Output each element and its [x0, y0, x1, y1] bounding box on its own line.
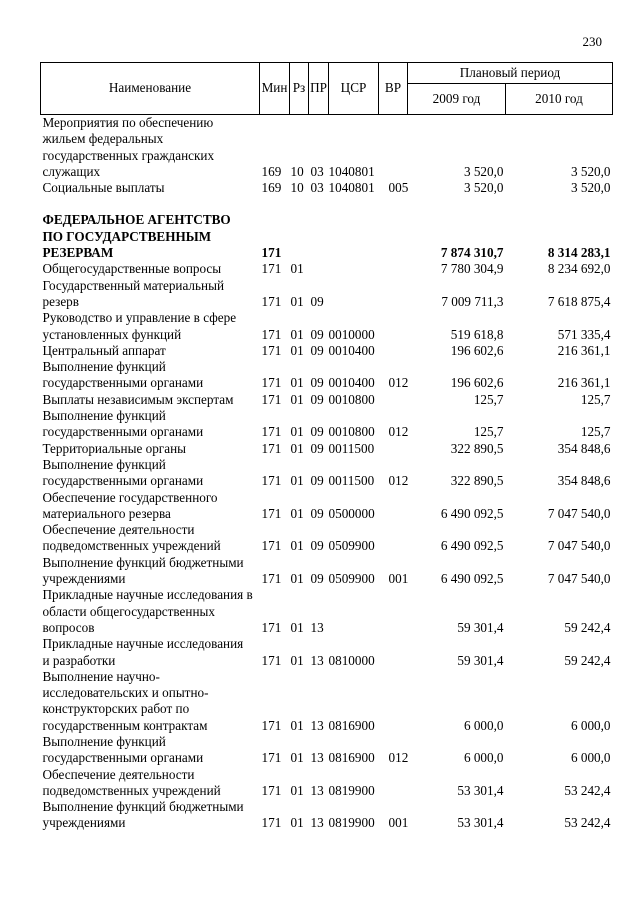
cell-pr	[309, 261, 329, 277]
table-row	[41, 212, 613, 261]
header-name: Наименование	[41, 63, 260, 115]
table-row	[41, 441, 613, 457]
cell-csr	[329, 587, 379, 636]
cell-pr: 09	[310, 391, 324, 407]
cell-2010: 125,7	[580, 424, 611, 440]
budget-table	[40, 62, 613, 832]
cell-2009: 7 780 304,9	[440, 261, 504, 277]
cell-vr	[379, 212, 408, 261]
cell-2009: 59 301,4	[457, 619, 504, 635]
cell-vr	[379, 669, 408, 734]
cell-pr: 13	[310, 619, 324, 635]
cell-name: Выполнение функций государственными органами	[42, 733, 204, 766]
cell-rz: 01	[290, 505, 304, 521]
cell-min: 171	[261, 326, 282, 342]
cell-2009: 6 490 092,5	[440, 505, 504, 521]
cell-vr	[379, 767, 408, 800]
cell-rz: 01	[290, 750, 304, 766]
cell-vr	[379, 261, 408, 277]
cell-name: Прикладные научные исследования в области общегосударственных вопросов	[42, 587, 253, 635]
cell-name: Обеспечение деятельности подведомственных учреждений	[42, 522, 221, 554]
cell-2009: 125,7	[473, 424, 504, 440]
cell-name: Выполнение функций государственными органами	[42, 408, 204, 440]
spacer-row	[41, 196, 613, 212]
cell-rz: 01	[290, 473, 304, 489]
cell-pr: 09	[310, 473, 324, 489]
table-row	[41, 392, 613, 408]
header-vr: ВР	[379, 63, 408, 115]
cell-2009: 6 490 092,5	[440, 538, 504, 554]
cell-min: 171	[261, 717, 282, 733]
cell-name: Выполнение функций государственными органами	[42, 359, 204, 391]
cell-min: 169	[261, 163, 282, 179]
table-body	[41, 115, 613, 832]
cell-pr: 13	[310, 782, 324, 798]
cell-pr: 09	[310, 505, 324, 521]
cell-vr	[379, 343, 408, 359]
cell-2009: 53 301,4	[457, 782, 504, 798]
cell-rz: 01	[290, 261, 304, 277]
table-row	[41, 555, 613, 588]
header-min: Мин	[260, 63, 290, 115]
cell-min: 171	[261, 440, 282, 456]
cell-name: ФЕДЕРАЛЬНОЕ АГЕНТСТВО ПО ГОСУДАРСТВЕННЫМ РЕЗЕРВАМ	[42, 212, 231, 261]
cell-min: 171	[261, 815, 282, 831]
cell-rz: 01	[290, 619, 304, 635]
cell-pr: 09	[310, 571, 324, 587]
cell-pr: 13	[310, 652, 324, 668]
cell-vr: 005	[388, 180, 409, 196]
cell-csr: 0010800	[328, 424, 375, 440]
cell-min: 171	[261, 782, 282, 798]
cell-2010: 8 234 692,0	[547, 261, 611, 277]
table-row	[41, 799, 613, 832]
cell-name: Выполнение научно-исследовательских и опытно-конструкторских работ по государственным контрактам	[42, 668, 209, 733]
cell-pr: 13	[310, 750, 324, 766]
cell-min: 171	[261, 538, 282, 554]
table-row	[41, 457, 613, 490]
cell-pr: 13	[310, 815, 324, 831]
table-row	[41, 490, 613, 523]
cell-2009: 3 520,0	[463, 180, 504, 196]
cell-2010: 7 618 875,4	[547, 293, 611, 309]
header-rz: Рз	[290, 63, 309, 115]
cell-csr	[329, 278, 379, 311]
cell-vr	[379, 490, 408, 523]
cell-name: Выполнение функций бюджетными учреждениями	[42, 799, 244, 831]
table-row	[41, 278, 613, 311]
header-year-2009: 2009 год	[408, 84, 506, 115]
cell-2009: 196 602,6	[450, 375, 504, 391]
cell-min: 171	[261, 619, 282, 635]
header-pr: ПР	[309, 63, 329, 115]
cell-csr: 1040801	[328, 163, 375, 179]
cell-pr: 09	[310, 440, 324, 456]
cell-rz: 01	[290, 782, 304, 798]
cell-min: 171	[261, 375, 282, 391]
cell-csr: 1040801	[328, 180, 375, 196]
cell-2009: 3 520,0	[463, 163, 504, 179]
cell-2009: 196 602,6	[450, 342, 504, 358]
cell-rz: 01	[290, 391, 304, 407]
cell-csr: 0500000	[328, 505, 375, 521]
cell-2009: 7 874 310,7	[440, 245, 504, 261]
cell-name: Социальные выплаты	[42, 180, 165, 196]
cell-min: 171	[261, 424, 282, 440]
cell-rz: 10	[290, 163, 304, 179]
header-csr: ЦСР	[329, 63, 379, 115]
cell-2010: 7 047 540,0	[547, 505, 611, 521]
cell-pr: 09	[310, 424, 324, 440]
table-row	[41, 180, 613, 196]
cell-csr: 0011500	[328, 440, 375, 456]
cell-2009: 6 000,0	[463, 750, 504, 766]
cell-2010: 125,7	[580, 391, 611, 407]
cell-2010: 6 000,0	[570, 717, 611, 733]
header-plan-period: Плановый период	[408, 63, 613, 84]
table-row	[41, 261, 613, 277]
cell-pr: 09	[310, 326, 324, 342]
cell-min: 171	[261, 245, 282, 261]
cell-vr: 012	[388, 473, 409, 489]
cell-csr: 0819900	[328, 815, 375, 831]
cell-name: Общегосударственные вопросы	[42, 261, 222, 277]
cell-vr	[379, 441, 408, 457]
cell-pr	[309, 212, 329, 261]
cell-rz: 01	[290, 571, 304, 587]
cell-2010: 216 361,1	[557, 375, 611, 391]
table-row	[41, 522, 613, 555]
cell-vr: 012	[388, 375, 409, 391]
cell-2009: 6 490 092,5	[440, 571, 504, 587]
cell-2009: 53 301,4	[457, 815, 504, 831]
cell-rz: 01	[290, 815, 304, 831]
cell-pr: 09	[310, 293, 324, 309]
cell-name: Руководство и управление в сфере установленных функций	[42, 310, 237, 342]
table-row	[41, 767, 613, 800]
cell-min: 171	[261, 571, 282, 587]
cell-vr	[379, 392, 408, 408]
cell-csr: 0011500	[328, 473, 375, 489]
cell-csr: 0010400	[328, 342, 375, 358]
cell-2010: 59 242,4	[564, 619, 611, 635]
cell-name: Выполнение функций государственными органами	[42, 456, 204, 489]
cell-csr: 0509900	[328, 538, 375, 554]
cell-csr	[329, 261, 379, 277]
cell-pr: 13	[310, 717, 324, 733]
header-row	[41, 63, 613, 84]
cell-vr	[379, 587, 408, 636]
cell-pr: 09	[310, 375, 324, 391]
cell-min: 171	[261, 342, 282, 358]
cell-rz: 01	[290, 293, 304, 309]
cell-min: 171	[261, 505, 282, 521]
cell-2009: 519 618,8	[450, 326, 504, 342]
table-row	[41, 310, 613, 343]
cell-2010: 3 520,0	[570, 163, 611, 179]
cell-min: 171	[261, 391, 282, 407]
cell-rz: 01	[290, 342, 304, 358]
cell-csr: 0816900	[328, 717, 375, 733]
cell-rz: 01	[290, 375, 304, 391]
cell-rz: 10	[290, 180, 304, 196]
cell-2010: 7 047 540,0	[547, 571, 611, 587]
cell-rz	[290, 212, 309, 261]
cell-2010: 216 361,1	[557, 342, 611, 358]
cell-vr	[379, 278, 408, 311]
cell-vr: 001	[388, 571, 409, 587]
cell-vr: 001	[388, 815, 409, 831]
cell-name: Государственный материальный резерв	[42, 277, 225, 309]
cell-csr: 0816900	[328, 750, 375, 766]
cell-vr	[379, 115, 408, 181]
cell-2010: 7 047 540,0	[547, 538, 611, 554]
cell-rz: 01	[290, 440, 304, 456]
cell-csr: 0010000	[328, 326, 375, 342]
cell-2010: 354 848,6	[557, 473, 611, 489]
cell-csr	[329, 212, 379, 261]
cell-min: 171	[261, 261, 282, 277]
cell-min: 169	[261, 180, 282, 196]
cell-rz: 01	[290, 326, 304, 342]
cell-vr: 012	[388, 424, 409, 440]
cell-2009: 7 009 711,3	[441, 293, 504, 309]
cell-rz: 01	[290, 424, 304, 440]
cell-2010: 3 520,0	[570, 180, 611, 196]
table-row	[41, 636, 613, 669]
cell-pr: 09	[310, 538, 324, 554]
page-number: 230	[582, 34, 602, 49]
cell-pr: 03	[310, 180, 324, 196]
table-row	[41, 587, 613, 636]
cell-2010: 571 335,4	[557, 326, 611, 342]
cell-csr: 0010800	[328, 391, 375, 407]
cell-2009: 59 301,4	[457, 652, 504, 668]
cell-rz: 01	[290, 652, 304, 668]
cell-2009: 125,7	[473, 391, 504, 407]
cell-name: Выплаты независимым экспертам	[42, 391, 234, 407]
cell-csr: 0509900	[328, 571, 375, 587]
cell-name: Мероприятия по обеспечению жильем федеральных государственных гражданских служащих	[42, 115, 215, 179]
table-row	[41, 359, 613, 392]
table-row	[41, 408, 613, 441]
cell-name: Прикладные научные исследования и разработки	[42, 636, 244, 668]
header-year-2010: 2010 год	[506, 84, 613, 115]
spacer-cell	[41, 196, 613, 212]
cell-rz: 01	[290, 538, 304, 554]
cell-2010: 8 314 283,1	[547, 245, 611, 261]
cell-min: 171	[261, 652, 282, 668]
cell-2009: 322 890,5	[450, 473, 504, 489]
cell-2009: 6 000,0	[463, 717, 504, 733]
cell-min: 171	[261, 750, 282, 766]
cell-name: Обеспечение государственного материального резерва	[42, 489, 218, 521]
cell-name: Территориальные органы	[42, 440, 186, 456]
table-row	[41, 115, 613, 181]
cell-vr: 012	[388, 750, 409, 766]
cell-2010: 59 242,4	[564, 652, 611, 668]
cell-name: Центральный аппарат	[42, 342, 166, 358]
table-row	[41, 669, 613, 734]
cell-pr: 03	[310, 163, 324, 179]
cell-csr: 0819900	[328, 782, 375, 798]
cell-name: Выполнение функций бюджетными учреждениями	[42, 554, 244, 587]
cell-rz: 01	[290, 717, 304, 733]
table-row	[41, 343, 613, 359]
table-row	[41, 734, 613, 767]
cell-2010: 354 848,6	[557, 440, 611, 456]
cell-vr	[379, 522, 408, 555]
cell-csr: 0810000	[328, 652, 375, 668]
cell-2010: 53 242,4	[564, 782, 611, 798]
cell-min: 171	[261, 473, 282, 489]
cell-2009: 322 890,5	[450, 440, 504, 456]
cell-2010: 6 000,0	[570, 750, 611, 766]
cell-vr	[379, 636, 408, 669]
cell-pr: 09	[310, 342, 324, 358]
cell-min: 171	[261, 293, 282, 309]
cell-csr: 0010400	[328, 375, 375, 391]
cell-vr	[379, 310, 408, 343]
cell-name: Обеспечение деятельности подведомственных учреждений	[42, 766, 221, 798]
cell-2010: 53 242,4	[564, 815, 611, 831]
